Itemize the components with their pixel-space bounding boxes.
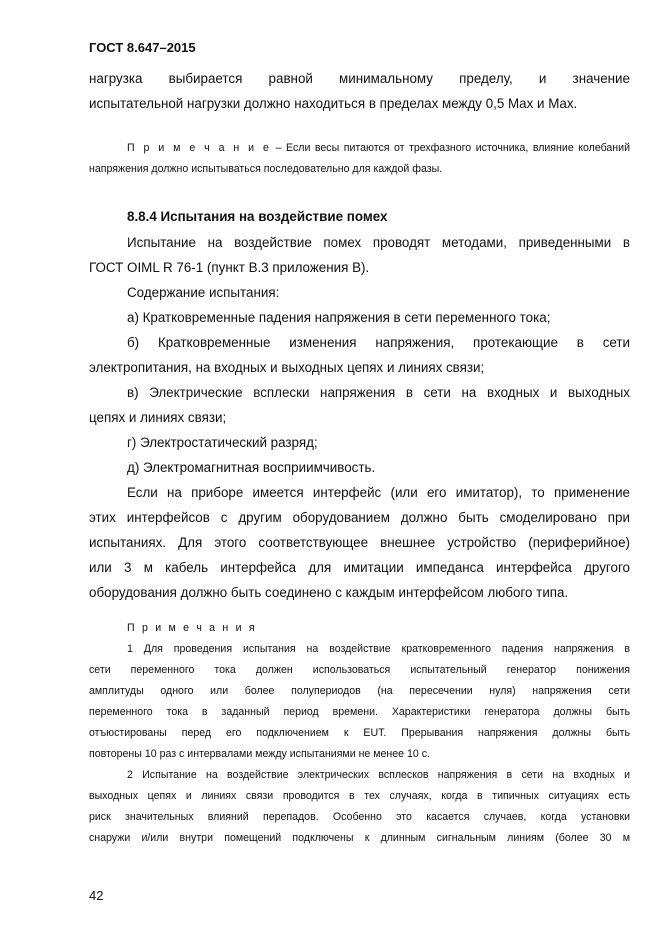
note-line: снаружи и/или внутри помещений подключены к длинным сигнальным линиям (более 30 м bbox=[89, 832, 630, 844]
paragraph-line: нагрузка выбирается равной минимальному пределу, и значение bbox=[89, 71, 630, 86]
paragraph-line: или 3 м кабель интерфейса для имитации импеданса интерфейса другого bbox=[89, 560, 630, 575]
paragraph-line: испытательной нагрузки должно находиться в пределах между 0,5 Max и Max. bbox=[89, 96, 578, 111]
note-line: риск значительных влияний перепадов. Особенно это касается случаев, когда установки bbox=[89, 811, 630, 823]
section-heading: 8.8.4 Испытания на воздействие помех bbox=[127, 209, 388, 224]
note-text: – Если весы питаются от трехфазного источника, влияние колебаний bbox=[271, 142, 630, 154]
paragraph-line: Испытание на воздействие помех проводят методами, приведенными в bbox=[127, 235, 630, 250]
paragraph-line: оборудования должно быть соединено с каждым интерфейсом любого типа. bbox=[89, 585, 569, 600]
paragraph-line: ГОСТ OIML R 76-1 (пункт В.3 приложения В). bbox=[89, 260, 370, 275]
note-line: 2 Испытание на воздействие электрических всплесков напряжения в сети на входных и bbox=[127, 769, 630, 781]
note-line: сети переменного тока должен использоваться испытательный генератор понижения bbox=[89, 664, 630, 676]
note-line: переменного тока в заданный период времени. Характеристики генератора должны быть bbox=[89, 706, 630, 718]
list-item: г) Электростатический разряд; bbox=[127, 435, 318, 450]
note-line bbox=[89, 138, 630, 159]
paragraph-line: Если на приборе имеется интерфейс (или его имитатор), то применение bbox=[127, 485, 630, 500]
note-line: выходных цепях и линиях связи проводится в тех случаях, когда в типичных ситуациях есть bbox=[89, 790, 630, 802]
note-label: П р и м е ч а н и е bbox=[127, 142, 272, 154]
paragraph-line: Содержание испытания: bbox=[127, 285, 280, 300]
notes-label: П р и м е ч а н и я bbox=[127, 622, 257, 634]
paragraph-line: испытаниях. Для этого соответствующее внешнее устройство (периферийное) bbox=[89, 535, 630, 550]
note-line: напряжения должно испытываться последовательно для каждой фазы. bbox=[89, 163, 443, 175]
note-line: повторены 10 раз с интервалами между испытаниями не менее 10 с. bbox=[89, 748, 430, 760]
list-item-continuation: электропитания, на входных и выходных цепях и линиях связи; bbox=[89, 360, 485, 375]
list-item: д) Электромагнитная восприимчивость. bbox=[127, 460, 376, 475]
note-line: амплитуды одного или более полупериодов (на пересечении нуля) напряжения сети bbox=[89, 685, 630, 697]
list-item: б) Кратковременные изменения напряжения, протекающие в сети bbox=[127, 335, 630, 350]
note-line: 1 Для проведения испытания на воздействие кратковременного падения напряжения в bbox=[127, 643, 630, 655]
list-item-continuation: цепях и линиях связи; bbox=[89, 410, 227, 425]
page-number: 42 bbox=[89, 888, 104, 903]
paragraph-line: этих интерфейсов с другим оборудованием должно быть смоделировано при bbox=[89, 510, 630, 525]
list-item: а) Кратковременные падения напряжения в сети переменного тока; bbox=[127, 310, 551, 325]
standard-header: ГОСТ 8.647–2015 bbox=[89, 40, 196, 55]
list-item: в) Электрические всплески напряжения в сети на входных и выходных bbox=[127, 385, 630, 400]
note-line: отъюстированы перед его подключением к EUT. Прерывания напряжения должны быть bbox=[89, 727, 630, 739]
